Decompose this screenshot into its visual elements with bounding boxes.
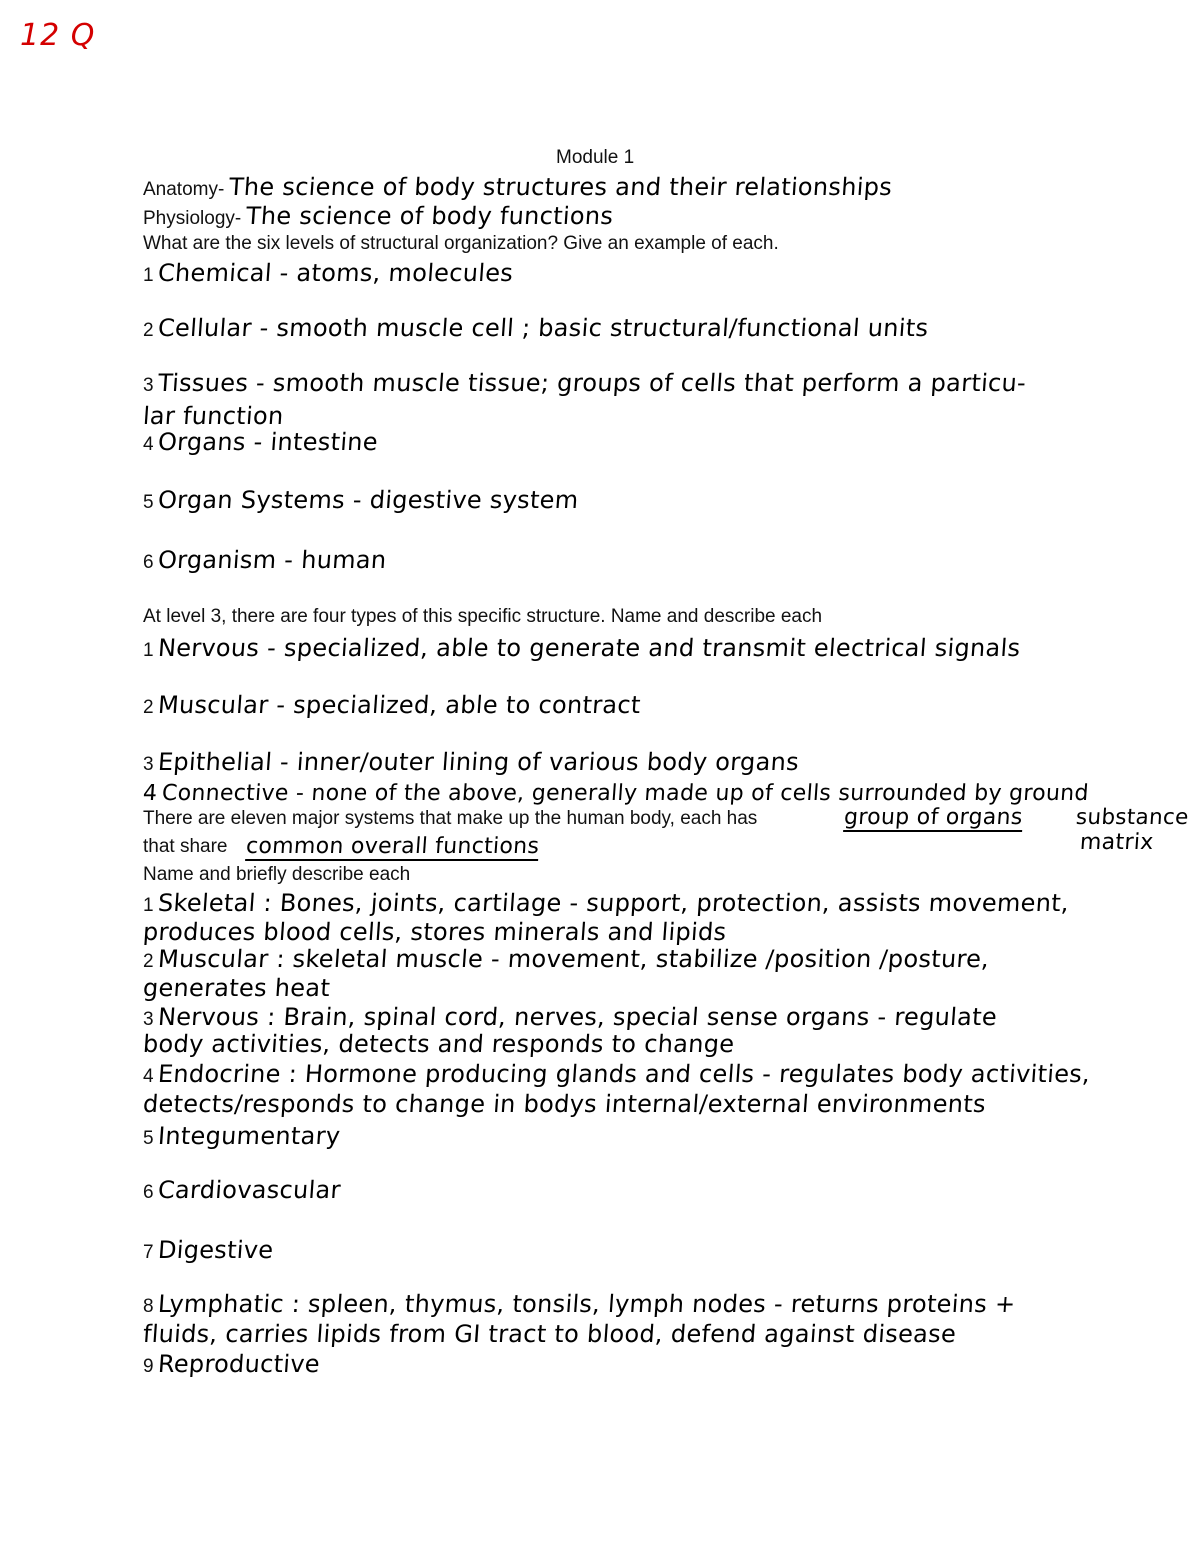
list-item-continuation: [143, 974, 330, 1002]
list-item: [143, 1236, 273, 1264]
item-number: 1: [143, 265, 154, 286]
list-item: [143, 691, 640, 719]
list-item: [143, 889, 1069, 917]
item-number: 4: [143, 434, 154, 455]
list-item: [143, 945, 989, 973]
list-item: [143, 259, 513, 287]
item-number: 1: [143, 640, 154, 661]
item-answer: Connective - none of the above, generally made up of cells surrounded by ground: [160, 781, 1090, 806]
list-item-continuation: [143, 1090, 986, 1118]
blank-answer-1: [844, 805, 1023, 832]
item-number: 1: [143, 895, 154, 916]
list-item: [143, 369, 1026, 397]
list-item-continuation: [143, 1320, 956, 1348]
question-systems: There are eleven major systems that make up the human body, each has: [143, 808, 758, 829]
list-item: [143, 781, 1088, 806]
question-tissues: At level 3, there are four types of this specific structure. Name and describe each: [143, 606, 823, 627]
list-item: [143, 1290, 1015, 1318]
item-answer: Organ Systems - digestive system: [156, 486, 580, 514]
item-number: 3: [143, 754, 154, 775]
list-item: [143, 748, 799, 776]
list-item: [143, 1122, 340, 1150]
item-answer: Cellular - smooth muscle cell ; basic structural/functional units: [156, 314, 929, 342]
corner-mark: 12 Q: [20, 18, 96, 53]
item-number: 5: [143, 492, 154, 513]
item-answer: Reproductive: [156, 1350, 321, 1378]
item-answer: Endocrine : Hormone producing glands and cells - regulates body activities,: [156, 1060, 1091, 1088]
item-answer: Nervous : Brain, spinal cord, nerves, special sense organs - regulate: [156, 1003, 998, 1031]
item-number: 2: [143, 697, 154, 718]
item-answer: Muscular - specialized, able to contract: [156, 691, 642, 719]
blank-answer-2: [246, 834, 539, 861]
item-answer: Chemical - atoms, molecules: [156, 259, 514, 287]
item-number: 2: [143, 951, 154, 972]
item-answer-cont: detects/responds to change in bodys internal/external environments: [142, 1090, 987, 1118]
anatomy-label: Anatomy-: [143, 179, 225, 200]
item-number-hand: 4: [142, 781, 159, 806]
item-answer-cont: fluids, carries lipids from GI tract to blood, defend against disease: [142, 1320, 958, 1348]
item-answer: Lymphatic : spleen, thymus, tonsils, lymph nodes - returns proteins +: [156, 1290, 1016, 1318]
list-item: [143, 634, 1020, 662]
list-item: [143, 486, 578, 514]
physiology-label: Physiology-: [143, 208, 242, 229]
item-number: 3: [143, 1009, 154, 1030]
page-title: Module 1: [556, 147, 635, 168]
blank-answer-text: group of organs: [843, 805, 1024, 830]
margin-note-2: [1080, 830, 1154, 855]
item-answer: Muscular : skeletal muscle - movement, stabilize /position /posture,: [156, 945, 990, 973]
question-levels: What are the six levels of structural organization? Give an example of each.: [143, 233, 779, 254]
item-number: 3: [143, 375, 154, 396]
physiology-line: [143, 202, 613, 230]
item-answer-cont: lar function: [142, 402, 285, 430]
item-answer-cont: generates heat: [142, 974, 332, 1002]
list-item: [143, 1350, 320, 1378]
list-item: [143, 1003, 997, 1031]
list-item-continuation: [143, 1030, 734, 1058]
item-answer: Digestive: [156, 1236, 274, 1264]
physiology-answer: The science of body functions: [244, 202, 614, 230]
item-number: 5: [143, 1128, 154, 1149]
item-number: 2: [143, 320, 154, 341]
anatomy-line: [143, 173, 892, 201]
item-answer: Organs - intestine: [156, 428, 379, 456]
item-answer-cont: produces blood cells, stores minerals and lipids: [142, 918, 728, 946]
list-item-continuation: [143, 918, 726, 946]
margin-note: [1076, 805, 1189, 830]
margin-note-text: matrix: [1079, 830, 1155, 855]
item-number: 7: [143, 1242, 154, 1263]
item-number: 4: [143, 1066, 154, 1087]
item-answer: Epithelial - inner/outer lining of various body organs: [156, 748, 800, 776]
item-answer: Nervous - specialized, able to generate and transmit electrical signals: [156, 634, 1021, 662]
margin-note-text: substance: [1075, 805, 1190, 830]
list-item: [143, 428, 378, 456]
anatomy-answer: The science of body structures and their relationships: [227, 173, 893, 201]
item-answer: Tissues - smooth muscle tissue; groups of cells that perform a particu-: [156, 369, 1027, 397]
item-answer: Organism - human: [156, 546, 388, 574]
list-item: [143, 1060, 1090, 1088]
item-answer: Skeletal : Bones, joints, cartilage - support, protection, assists movement,: [156, 889, 1070, 917]
item-number: 6: [143, 552, 154, 573]
item-answer: Cardiovascular: [156, 1176, 342, 1204]
list-item-continuation: [143, 402, 284, 430]
list-item: [143, 1176, 340, 1204]
item-answer-cont: body activities, detects and responds to change: [142, 1030, 736, 1058]
list-item: [143, 546, 386, 574]
item-answer: Integumentary: [156, 1122, 341, 1150]
item-number: 8: [143, 1296, 154, 1317]
list-item: [143, 314, 928, 342]
question-systems-line3: Name and briefly describe each: [143, 864, 411, 885]
question-systems-line2: that share: [143, 836, 228, 857]
item-number: 6: [143, 1182, 154, 1203]
blank-answer-text: common overall functions: [245, 834, 541, 859]
item-number: 9: [143, 1356, 154, 1377]
